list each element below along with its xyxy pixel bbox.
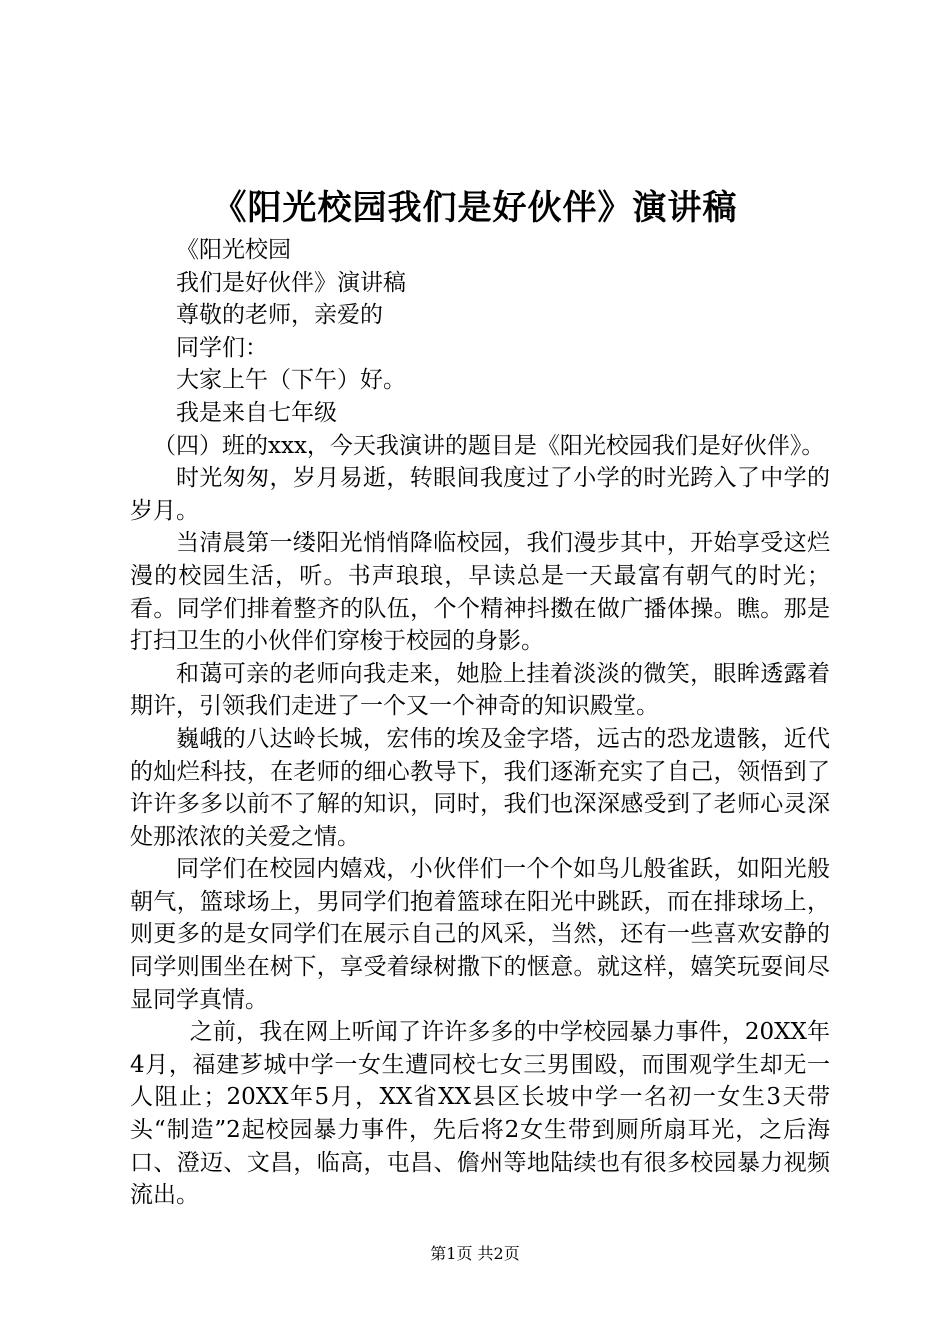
paragraph: 当清晨第一缕阳光悄悄降临校园，我们漫步其中，开始享受这烂漫的校园生活，听。书声琅琅，早读总是一天最富有朝气的时光；看。同学们排着整齐的队伍，个个精神抖擞在做广播体操。瞧。那是打扫卫生的小伙伴们穿梭于校园的身影。 — [130, 530, 830, 655]
paragraph: （四）班的xxx，今天我演讲的题目是《阳光校园我们是好伙伴》。 — [153, 432, 825, 459]
paragraph: 巍峨的八达岭长城，宏伟的埃及金字塔，远古的恐龙遗骸，近代的灿烂科技，在老师的细心教导下，我们逐渐充实了自己，领悟到了许许多多以前不了解的知识，同时，我们也深深感受到了老师心灵深处那浓浓的关爱之情。 — [130, 725, 830, 850]
paragraph: 和蔼可亲的老师向我走来，她脸上挂着淡淡的微笑，眼眸透露着期许，引领我们走进了一个又一个神奇的知识殿堂。 — [130, 660, 830, 720]
paragraph: 我们是好伙伴》演讲稿 — [176, 269, 406, 296]
paragraph: 我是来自七年级 — [176, 399, 337, 426]
paragraph: 同学们： — [176, 334, 268, 361]
paragraph: 时光匆匆，岁月易逝，转眼间我度过了小学的时光跨入了中学的岁月。 — [130, 465, 830, 524]
document-body — [130, 234, 830, 1212]
page-footer: 第1页 共2页 — [430, 1244, 520, 1263]
paragraph: 之前，我在网上听闻了许许多多的中学校园暴力事件，20XX年4月，福建芗城中学一女生遭同校七女三男围殴，而围观学生却无一人阻止；20XX年5月，XX省XX县区长坡中学一名初一女生3天带头“制造”2起校园暴力事件，先后将2女生带到厕所扇耳光，之后海口、澄迈、文昌，临高，屯昌、儋州等地陆续也有很多校园暴力视频流出。 — [130, 1019, 830, 1209]
paragraph: 大家上午（下午）好。 — [176, 367, 406, 394]
paragraph: 尊敬的老师，亲爱的 — [176, 302, 383, 329]
paragraph: 《阳光校园 — [176, 237, 291, 263]
document-title: 《阳光校园我们是好伙伴》演讲稿 — [212, 188, 738, 228]
paragraph: 同学们在校园内嬉戏，小伙伴们一个个如鸟儿般雀跃，如阳光般朝气，篮球场上，男同学们抱着篮球在阳光中跳跃，而在排球场上，则更多的是女同学们在展示自己的风采，当然，还有一些喜欢安静的同学则围坐在树下，享受着绿树撒下的惬意。就这样，嬉笑玩耍间尽显同学真情。 — [130, 856, 830, 1013]
